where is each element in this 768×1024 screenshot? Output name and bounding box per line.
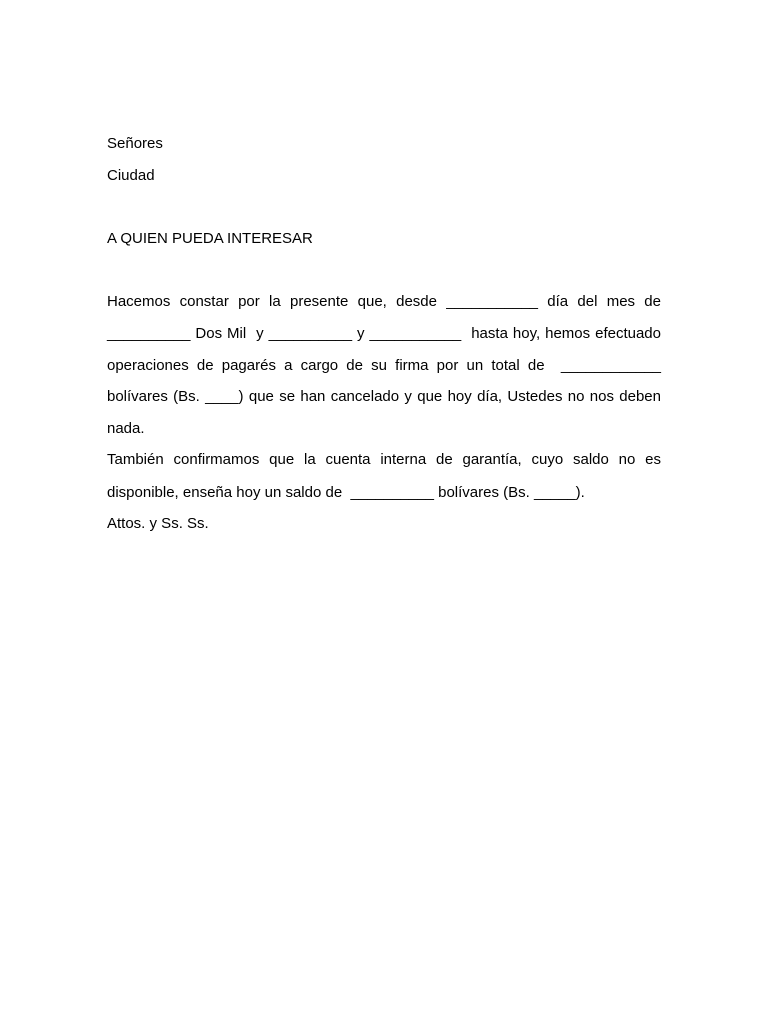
body-line: bolívares (Bs. ____) que se han cancelado y que hoy día, Ustedes no nos deben bbox=[107, 388, 661, 405]
body-line: operaciones de pagarés a cargo de su firma por un total de ____________ bbox=[107, 357, 661, 374]
city: Ciudad bbox=[107, 167, 155, 184]
body-line: __________ Dos Mil y __________ y ___________ hasta hoy, hemos efectuado bbox=[107, 325, 661, 342]
body-line: disponible, enseña hoy un saldo de __________ bolívares (Bs. _____). bbox=[107, 484, 585, 501]
letter-heading: A QUIEN PUEDA INTERESAR bbox=[107, 230, 313, 247]
body-line: nada. bbox=[107, 420, 145, 437]
body-line: También confirmamos que la cuenta interna de garantía, cuyo saldo no es bbox=[107, 451, 661, 468]
closing: Attos. y Ss. Ss. bbox=[107, 515, 209, 532]
salutation: Señores bbox=[107, 135, 163, 152]
body-line: Hacemos constar por la presente que, desde ___________ día del mes de bbox=[107, 293, 661, 310]
